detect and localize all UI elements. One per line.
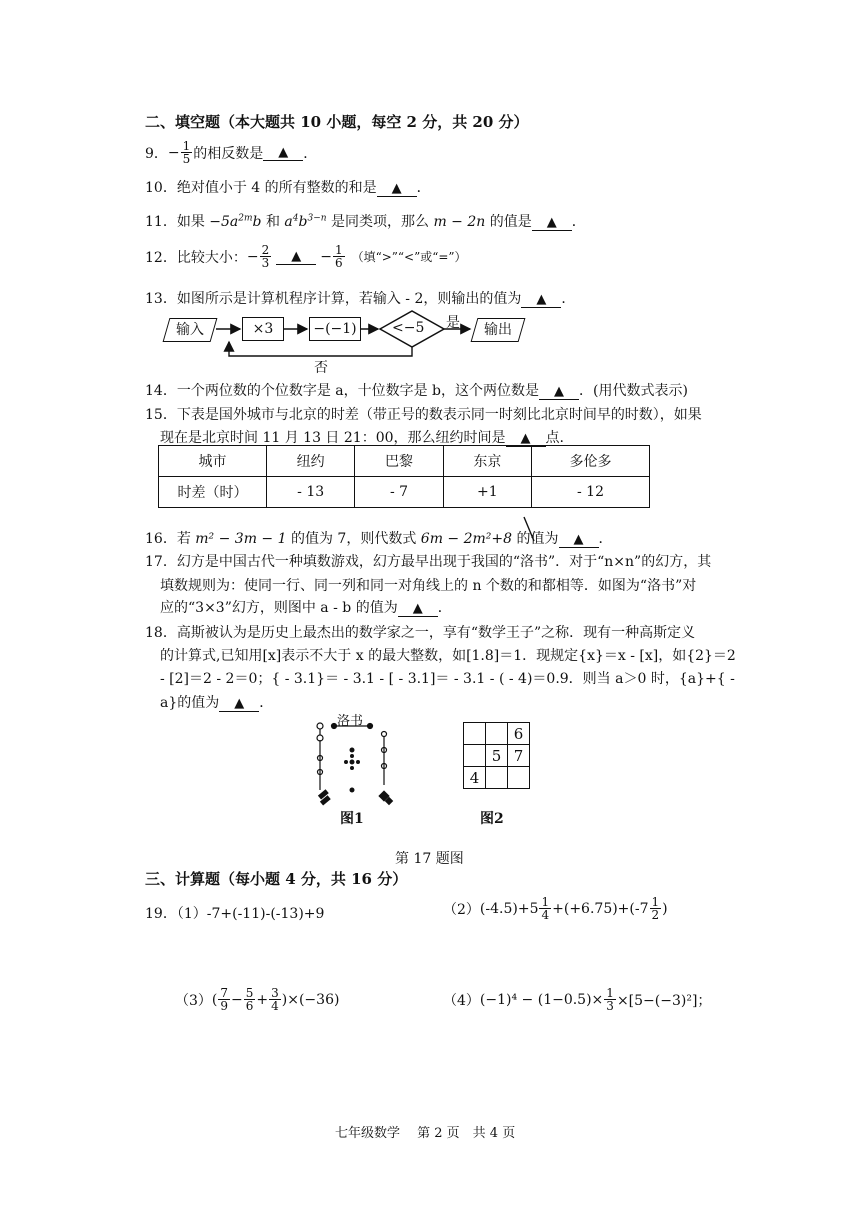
- q19-part-2: [443, 896, 668, 921]
- flow-condition-label: <−5: [392, 320, 425, 336]
- table-cell: - 12: [532, 477, 650, 508]
- question-18-line-2: 的计算式,已知用[x]表示不大于 x 的最大整数，如[1.8]＝1．现规定{x}＝x - [x]，如{2}＝2: [160, 648, 736, 664]
- section-2-title: 二、填空题（本大题共 10 小题，每空 2 分，共 20 分）: [145, 113, 529, 131]
- q12-fraction-2: $\frac{1}{6}$: [334, 243, 343, 270]
- pen-mark: [520, 515, 540, 545]
- table-cell: 城市: [159, 446, 267, 477]
- q11-answer-blank[interactable]: ▲: [532, 215, 572, 231]
- q16-mid: 的值为 7，则代数式: [290, 531, 417, 547]
- q11-term1: $-5a^{2m}b$: [209, 213, 262, 230]
- q11-post: 的值是: [489, 214, 532, 230]
- flow-minus-box: −(−1): [309, 317, 361, 341]
- q19-p1-label: （1）: [176, 906, 207, 922]
- question-15-line-1: 15．下表是国外城市与北京的时差（带正号的数表示同一时刻比北京时间早的时数），如果: [145, 407, 702, 423]
- q15-line2-text: 现在是北京时间 11 月 13 日 21：00，那么纽约时间是: [160, 430, 506, 446]
- q12-fraction-1: $\frac{2}{3}$: [261, 243, 270, 270]
- q15-end: 点.: [545, 430, 564, 446]
- q9-number: 9．: [145, 145, 168, 162]
- magic-cell: 7: [508, 745, 530, 767]
- q9-text: 的相反数是: [193, 145, 264, 162]
- q19-p2-frac2: $\frac{1}{2}$: [651, 895, 660, 922]
- flow-output-box: 输出: [471, 318, 526, 342]
- question-13: [145, 288, 575, 308]
- q11-expr: m − 2n: [433, 214, 486, 230]
- q9-fraction: $\frac{1}{5}$: [182, 139, 191, 166]
- table-cell: 纽约: [267, 446, 355, 477]
- q15-answer-blank[interactable]: ▲: [506, 431, 546, 447]
- q14-answer-blank[interactable]: ▲: [539, 384, 579, 400]
- flow-input-box: 输入: [163, 318, 218, 342]
- question-17-line-2: 填数规则为：使同一行、同一列和同一对角线上的 n 个数的和都相等．如图为“洛书”对: [160, 578, 697, 594]
- question-15-line-2: [160, 427, 564, 447]
- table-row: [464, 767, 530, 789]
- q14-text: 14．一个两位数的个位数字是 a，十位数字是 b，这个两位数是: [145, 383, 540, 399]
- table-header-row: [159, 446, 650, 477]
- q19-number: 19．: [145, 906, 177, 922]
- flow-times3-box: ×3: [242, 317, 284, 341]
- q16-pre: 16．若: [145, 531, 191, 547]
- q10-text: 10．绝对值小于 4 的所有整数的和是: [145, 180, 377, 196]
- q19-p3-label: （3）: [175, 992, 212, 1009]
- q9-end: ．: [303, 145, 318, 162]
- q16-end: ．: [598, 531, 613, 547]
- table-cell: 东京: [443, 446, 531, 477]
- question-14: [145, 380, 688, 400]
- q19-p3-frac3: $\frac{3}{4}$: [271, 986, 279, 1013]
- question-16: [145, 528, 613, 548]
- page-footer: 七年级数学 第 2 页 共 4 页: [335, 1126, 516, 1141]
- q13-end: ．: [561, 291, 576, 307]
- q11-and: 和: [265, 214, 280, 230]
- magic-cell: 5: [486, 745, 508, 767]
- figure-caption: 第 17 题图: [395, 851, 464, 867]
- q17-answer-blank[interactable]: ▲: [398, 601, 438, 617]
- table-row: [159, 477, 650, 508]
- q19-p2-b: +(+6.75)+(-7: [552, 900, 649, 917]
- q19-p2-frac1: $\frac{1}{4}$: [541, 895, 550, 922]
- q19-part-1: [145, 903, 324, 923]
- q11-term2: $a^4b^{3-n}$: [284, 213, 327, 230]
- q11-pre: 11．如果: [145, 214, 205, 230]
- luoshu-diagram: [310, 720, 400, 810]
- q19-p2-label: （2）: [443, 901, 480, 918]
- q19-p1-expr: -7+(-11)-(-13)+9: [206, 906, 325, 922]
- q19-p2-a: (-4.5)+5: [479, 900, 539, 917]
- question-9: [145, 140, 317, 165]
- magic-cell: [508, 767, 530, 789]
- q19-part-3: [175, 987, 339, 1012]
- magic-cell: [486, 723, 508, 745]
- q18-line4-text: a}的值为: [160, 695, 220, 711]
- table-cell: 多伦多: [532, 446, 650, 477]
- magic-cell: [464, 723, 486, 745]
- section-3-title: 三、计算题（每小题 4 分，共 16 分）: [145, 870, 408, 888]
- q16-expr1: m² − 3m − 1: [195, 531, 287, 547]
- magic-cell: [464, 745, 486, 767]
- luoshu-title: 洛书: [337, 714, 364, 729]
- flow-yes-label: 是: [446, 315, 460, 331]
- q10-answer-blank[interactable]: ▲: [377, 181, 417, 197]
- q16-expr2: 6m − 2m²+8: [420, 531, 513, 547]
- q13-text: 13．如图所示是计算机程序计算，若输入 - 2，则输出的值为: [145, 291, 522, 307]
- figure-2-label: 图2: [480, 811, 504, 827]
- q9-sign: −: [167, 144, 180, 161]
- q19-p3-open: (: [211, 991, 218, 1008]
- q19-p4-a: (−1)⁴ − (1−0.5)×: [479, 991, 604, 1008]
- q19-p3-frac1: $\frac{7}{9}$: [220, 986, 229, 1013]
- table-cell: +1: [443, 477, 531, 508]
- table-row: [464, 745, 530, 767]
- magic-cell: 4: [464, 767, 486, 789]
- q12-sign2: −: [320, 248, 332, 265]
- magic-cell: [486, 767, 508, 789]
- question-17-line-1: 17．幻方是中国古代一种填数游戏，幻方最早出现于我国的“洛书”．对于“n×n”的幻方，其: [145, 554, 712, 570]
- magic-square: [463, 722, 530, 789]
- timezone-table: [158, 445, 650, 508]
- table-cell: - 7: [355, 477, 443, 508]
- q12-pre: 12．比较大小：: [145, 249, 247, 266]
- question-12: [145, 244, 467, 269]
- question-11: [145, 211, 586, 231]
- q19-p4-b: ×[5−(−3)²]；: [616, 992, 712, 1009]
- q19-p4-label: （4）: [443, 992, 480, 1009]
- q19-p3-tail: )×(−36): [281, 991, 340, 1008]
- table-row: [464, 723, 530, 745]
- question-18-line-4: [160, 692, 273, 712]
- q13-answer-blank[interactable]: ▲: [521, 292, 561, 308]
- q14-end: ．(用代数式表示): [579, 383, 688, 399]
- figure-1-label: 图1: [340, 811, 364, 827]
- question-17-line-3: [160, 597, 452, 617]
- q17-end: ．: [437, 600, 452, 616]
- q12-hint: （填“>”“<”或“=”）: [351, 250, 467, 264]
- question-18-line-3: - [2]＝2 - 2＝0；{ - 3.1}＝ - 3.1 - [ - 3.1]＝ - 3.1 - ( - 4)＝0.9．则当 a＞0 时，{a}+{ -: [160, 671, 735, 687]
- question-10: [145, 177, 431, 197]
- q19-p2-c: ): [662, 900, 668, 917]
- q12-sign1: −: [246, 248, 259, 265]
- flow-decision-diamond: [380, 311, 444, 347]
- q17-line3-text: 应的“3×3”幻方，则图中 a - b 的值为: [160, 600, 398, 616]
- q19-part-4: [443, 987, 711, 1012]
- q19-p4-frac: $\frac{1}{3}$: [606, 986, 614, 1013]
- q10-end: ．: [416, 180, 431, 196]
- magic-cell: 6: [508, 723, 530, 745]
- q11-end: ．: [571, 214, 586, 230]
- q9-answer-blank[interactable]: ▲: [263, 145, 303, 161]
- q18-end: ．: [259, 695, 274, 711]
- table-cell: 巴黎: [355, 446, 443, 477]
- question-18-line-1: 18．高斯被认为是历史上最杰出的数学家之一，享有“数学王子”之称．现有一种高斯定义: [145, 625, 696, 641]
- flow-no-label: 否: [314, 360, 328, 376]
- table-cell: 时差（时）: [159, 477, 267, 508]
- q12-answer-blank[interactable]: ▲: [276, 249, 316, 265]
- q19-p3-op2: +: [256, 991, 269, 1008]
- table-cell: - 13: [267, 477, 355, 508]
- q19-p3-frac2: $\frac{5}{6}$: [245, 986, 254, 1013]
- q11-mid: 是同类项，那么: [331, 214, 429, 230]
- q19-p3-op1: −: [231, 991, 243, 1008]
- q16-post: 的值为: [516, 531, 559, 547]
- q18-answer-blank[interactable]: ▲: [219, 696, 259, 712]
- q16-answer-blank[interactable]: ▲: [559, 532, 599, 548]
